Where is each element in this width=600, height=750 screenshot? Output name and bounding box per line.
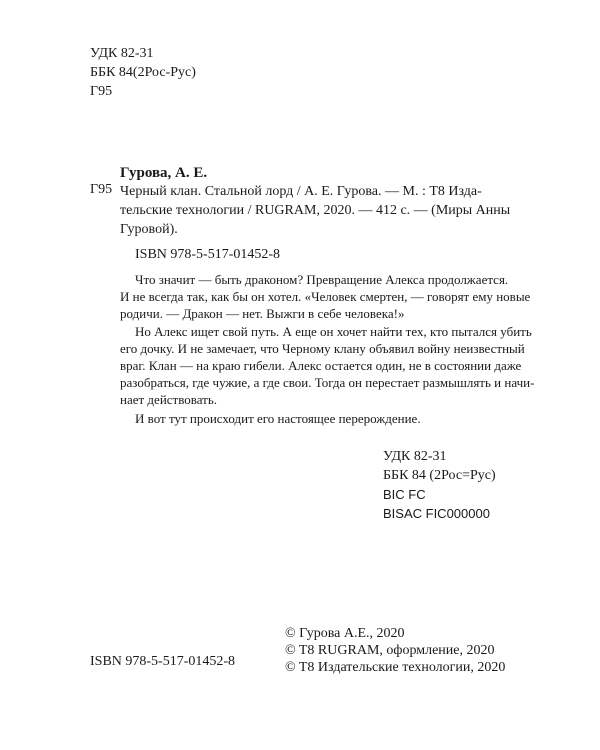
classification-codes-block (383, 447, 496, 523)
copyright-line: © T8 Издательские технологии, 2020 (285, 660, 506, 675)
annotation-line: нает действовать. (120, 392, 218, 407)
bic-code: BIC FC (383, 487, 426, 502)
author-mark: Г95 (90, 84, 113, 99)
udk-code: УДК 82-31 (90, 46, 154, 61)
top-classification-codes (90, 44, 196, 101)
annotation-line: Что значит — быть драконом? Превращение Алекса продолжается. (135, 272, 509, 287)
biblio-author-mark: Г95 (90, 182, 113, 197)
copyright-notices (285, 625, 505, 676)
annotation-line: И не всегда так, как бы он хотел. «Человек смертен, — говорят ему новые (120, 289, 531, 304)
annotation-line: его дочку. И не замечает, что Черному клану объявил войну неизвестный (120, 341, 525, 356)
annotation-line: И вот тут происходит его настоящее перерождение. (135, 411, 421, 426)
isbn-top: ISBN 978-5-517-01452-8 (135, 247, 281, 262)
copyright-line: © Гурова А.Е., 2020 (285, 626, 405, 641)
copyright-line: © T8 RUGRAM, оформление, 2020 (285, 643, 495, 658)
udk-code-right: УДК 82-31 (383, 449, 447, 464)
annotation-line: разобраться, где чужие, а где свои. Тогда он перестает размышлять и начи- (120, 375, 535, 390)
annotation-line: родичи. — Дракон — нет. Выжги в себе человека!» (120, 306, 405, 321)
annotation-line: враг. Клан — на краю гибели. Алекс остается один, не в состоянии даже (120, 358, 522, 373)
author-name: Гурова, А. Е. (120, 165, 208, 181)
bbk-code-right: ББК 84 (2Рос=Рус) (383, 468, 496, 483)
annotation-line: Но Алекс ищет свой путь. А еще он хочет найти тех, кто пытался убить (135, 324, 532, 339)
isbn-bottom: ISBN 978-5-517-01452-8 (90, 654, 236, 669)
biblio-line: Гуровой). (120, 222, 178, 237)
bbk-code: ББК 84(2Рос-Рус) (90, 65, 196, 80)
bisac-code: BISAC FIC000000 (383, 506, 490, 521)
biblio-line: Черный клан. Стальной лорд / А. Е. Гурова. — М. : Т8 Изда- (120, 184, 482, 199)
biblio-line: тельские технологии / RUGRAM, 2020. — 412 с. — (Миры Анны (120, 203, 511, 218)
